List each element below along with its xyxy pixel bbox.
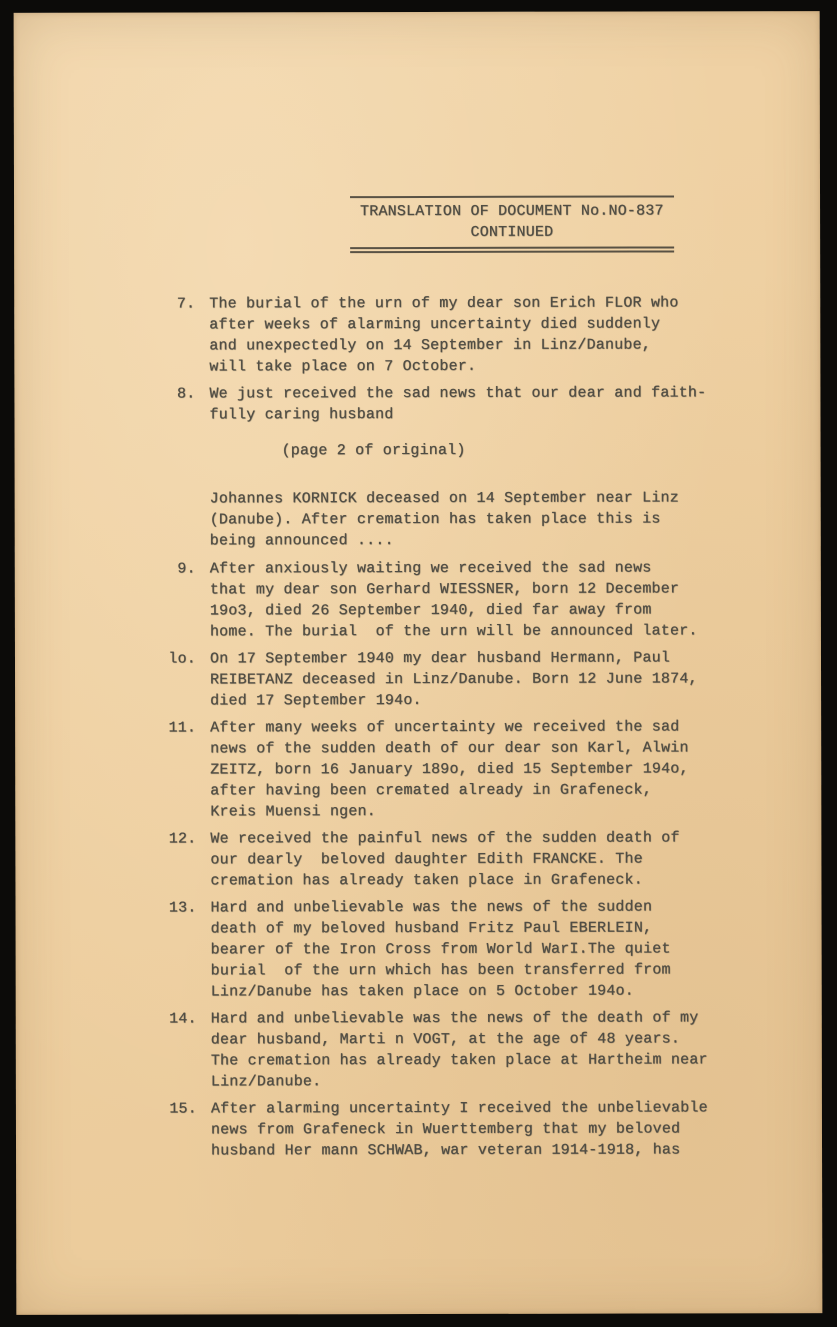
paragraph-item-14	[162, 1007, 742, 1092]
document-title-line1: TRANSLATION OF DOCUMENT No.NO-837	[360, 202, 664, 221]
item-number: 12.	[168, 830, 197, 848]
document-title-line2: CONTINUED	[470, 223, 554, 241]
item-text: The burial of the urn of my dear son Erich FLOR who after weeks of alarming uncertainty died suddenly and unexpectedly on 14 September in Linz/Danube, will take place on 7 October.	[209, 294, 679, 376]
item-text: Hard and unbelievable was the news of the death of my dear husband, Marti n VOGT, at the age of 48 years. The cremation has already taken place at Hartheim near Linz/Danube.	[210, 1009, 708, 1091]
paragraph-item-8	[160, 382, 740, 425]
item-text: After many weeks of uncertainty we received the sad news of the sudden death of our dear son Karl, Alwin ZEITZ, born 16 January 189o, died 15 September 194o, after having been cremated already in Grafeneck, Kreis Muensi ngen.	[210, 718, 689, 821]
page-note: (page 2 of original)	[281, 441, 466, 460]
paragraph-item-9	[161, 557, 741, 642]
item-number: lo.	[168, 650, 197, 668]
paragraph-item-12	[161, 827, 741, 891]
document-content	[14, 11, 823, 1315]
paragraph-item-15	[162, 1097, 742, 1161]
item-text: After anxiously waiting we received the sad news that my dear son Gerhard WIESSNER, born 12 December 19o3, died 26 September 1940, died far away from home. The burial of the urn will be announced later.	[209, 559, 698, 641]
item-number: 15.	[169, 1100, 197, 1118]
paragraph-item-7	[160, 292, 740, 377]
item-text: Hard and unbelievable was the news of the sudden death of my beloved husband Fritz Paul EBERLEIN, bearer of the Iron Cross from World WarI.The quiet burial of the urn which has been transferred from Linz/Danube has taken place on 5 October 194o.	[210, 898, 671, 1001]
paragraph-item-10	[161, 647, 741, 711]
item-number: 7.	[176, 295, 196, 313]
paragraph-kornick: Johannes KORNICK deceased on 14 September near Linz (Danube). After cremation has taken place this is being announced ....	[209, 489, 679, 550]
item-text: After alarming uncertainty I received the unbelievable news from Grafeneck in Wuerttemberg that my beloved husband Her mann SCHWAB, war veteran 1914-1918, has	[210, 1099, 708, 1160]
item-text: On 17 September 1940 my dear husband Hermann, Paul REIBETANZ deceased in Linz/Danube. Born 12 June 1874, died 17 September 194o.	[209, 649, 698, 710]
item-number: 11.	[168, 719, 197, 737]
item-number: 13.	[168, 899, 197, 917]
document-body	[160, 292, 742, 1161]
item-number: 14.	[169, 1010, 197, 1028]
item-number: 8.	[177, 385, 196, 403]
item-text: We just received the sad news that our dear and faith- fully caring husband	[209, 384, 707, 424]
item-text: We received the painful news of the sudden death of our dearly beloved daughter Edith FRANCKE. The cremation has already taken place in Grafeneck.	[210, 829, 680, 890]
document-page	[14, 11, 823, 1315]
paragraph-item-11	[161, 716, 741, 822]
document-title	[350, 195, 674, 253]
paragraph-item-13	[161, 896, 741, 1002]
item-number: 9.	[177, 560, 196, 578]
